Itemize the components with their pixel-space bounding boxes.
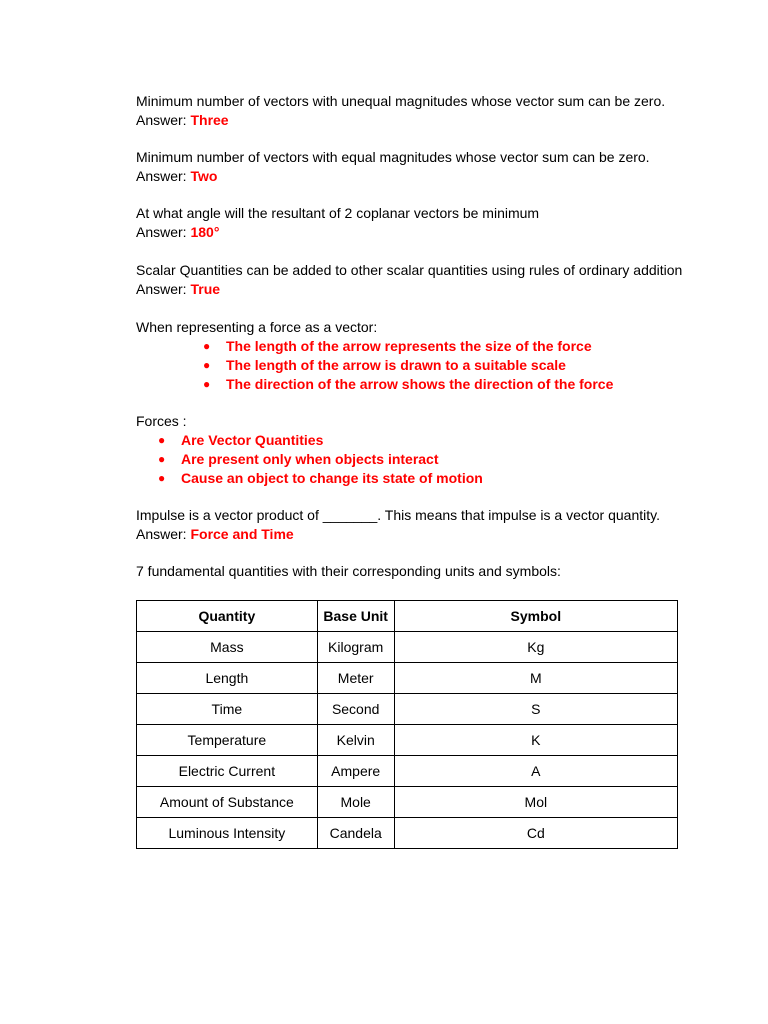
question-1-answer-line — [136, 111, 229, 130]
answer-label: Answer: — [136, 224, 191, 240]
bullet-icon: ● — [203, 339, 211, 353]
cell-symbol: S — [394, 694, 677, 725]
cell-symbol: K — [394, 725, 677, 756]
question-4-text: Scalar Quantities can be added to other scalar quantities using rules of ordinary addition — [136, 262, 683, 278]
header-symbol: Symbol — [394, 601, 677, 632]
cell-unit: Kilogram — [317, 632, 394, 663]
cell-quantity: Luminous Intensity — [137, 818, 318, 849]
question-5-text: When representing a force as a vector: — [136, 319, 378, 335]
question-1-text: Minimum number of vectors with unequal magnitudes whose vector sum can be zero. — [136, 93, 666, 109]
cell-quantity: Amount of Substance — [137, 787, 318, 818]
cell-symbol: Mol — [394, 787, 677, 818]
document-page: Minimum number of vectors with unequal magnitudes whose vector sum can be zero. Answer: Three Minimum number of vectors with equal magnitudes whose vector sum can be zero. Answer: Two At what angle will the resultant of 2 coplanar vectors be minimum Answer: 180° Scalar Quantities can be added to other scalar quantities using rules of ordinary addition Answer: True When representing a force as a vector: ● The length of the arrow represents the size of the force ● The length of the arrow is drawn to a suitable scale ● The direction of the arrow shows the direction of the force Forces : ● Are Vector Quantities ● Are present only when objects interact ● Cause an object to change its state of motion Impulse is a vector product of _______. This means that impulse is a vector quantity. Answer: Force and Time 7 fundamental quantities with their corresponding units and symbols: Quantity Base Unit Symbol Mass Kilogram Kg Length Meter M Time Second S Temperature Kelvin K Electric Current Ampere A Amount of Substance Mole Mol Luminous Intensity Candela Cd — [0, 0, 768, 1024]
answer-label: Answer: — [136, 112, 191, 128]
question-7-text: Impulse is a vector product of _______. This means that impulse is a vector quantity. — [136, 507, 660, 523]
question-7-answer-line — [136, 525, 294, 544]
bullet-icon: ● — [158, 433, 166, 447]
fundamental-quantities-table — [136, 600, 678, 849]
cell-unit: Mole — [317, 787, 394, 818]
question-3-text: At what angle will the resultant of 2 coplanar vectors be minimum — [136, 205, 540, 221]
question-3-answer-line — [136, 223, 219, 242]
table-header-row — [137, 601, 678, 632]
question-2-answer-line — [136, 167, 217, 186]
question-3-answer: 180° — [190, 224, 220, 240]
question-2-answer: Two — [190, 168, 218, 184]
cell-symbol: A — [394, 756, 677, 787]
table-row — [137, 663, 678, 694]
table-row — [137, 632, 678, 663]
question-4-answer: True — [190, 281, 221, 297]
cell-unit: Ampere — [317, 756, 394, 787]
header-quantity: Quantity — [137, 601, 318, 632]
table-row — [137, 787, 678, 818]
cell-symbol: Kg — [394, 632, 677, 663]
question-7-answer: Force and Time — [190, 526, 294, 542]
cell-unit: Second — [317, 694, 394, 725]
table-row — [137, 818, 678, 849]
question-4-answer-line — [136, 280, 220, 299]
cell-unit: Meter — [317, 663, 394, 694]
bullet-icon: ● — [158, 452, 166, 466]
bullet-icon: ● — [203, 358, 211, 372]
bullet-icon: ● — [158, 471, 166, 485]
cell-quantity: Time — [137, 694, 318, 725]
table-row — [137, 725, 678, 756]
cell-quantity: Mass — [137, 632, 318, 663]
answer-label: Answer: — [136, 168, 191, 184]
answer-label: Answer: — [136, 526, 191, 542]
cell-quantity: Electric Current — [137, 756, 318, 787]
table-caption: 7 fundamental quantities with their corresponding units and symbols: — [136, 563, 561, 579]
question-2-text: Minimum number of vectors with equal magnitudes whose vector sum can be zero. — [136, 149, 650, 165]
cell-unit: Kelvin — [317, 725, 394, 756]
table-row — [137, 756, 678, 787]
cell-unit: Candela — [317, 818, 394, 849]
cell-symbol: Cd — [394, 818, 677, 849]
question-6-text: Forces : — [136, 413, 187, 429]
cell-symbol: M — [394, 663, 677, 694]
cell-quantity: Length — [137, 663, 318, 694]
table-row — [137, 694, 678, 725]
header-base-unit: Base Unit — [317, 601, 394, 632]
question-1-answer: Three — [190, 112, 229, 128]
cell-quantity: Temperature — [137, 725, 318, 756]
answer-label: Answer: — [136, 281, 191, 297]
bullet-icon: ● — [203, 377, 211, 391]
